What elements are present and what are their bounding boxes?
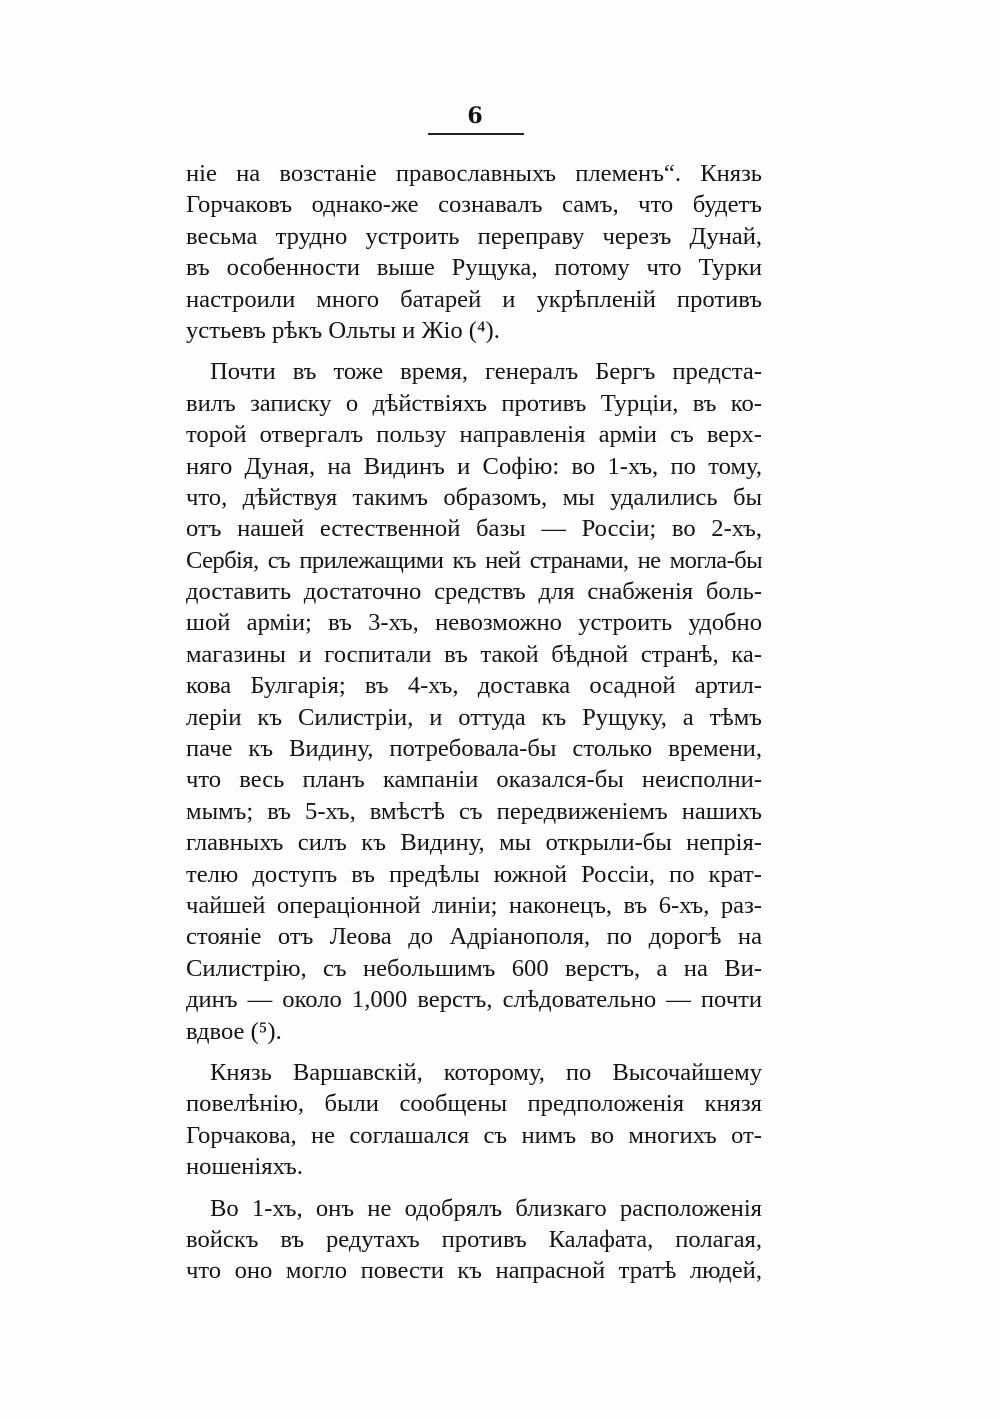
paragraph-gap — [186, 1047, 762, 1057]
text-line: торой отвергалъ пользу направленія арміи съ верх- — [186, 421, 762, 449]
paragraph-1 — [186, 158, 762, 346]
text-line: вилъ записку о дѣйствіяхъ противъ Турціи, въ ко- — [186, 389, 762, 417]
text-line: ніе на возстаніе православныхъ племенъ“. Князь — [186, 160, 762, 187]
text-line: главныхъ силъ къ Видину, мы открыли-бы непрія- — [186, 829, 762, 857]
paragraph-3 — [186, 1057, 762, 1183]
text-line: Силистрію, съ небольшимъ 600 верстъ, а на Ви- — [186, 954, 762, 982]
paragraph-gap — [186, 1183, 762, 1193]
text-line: Горчаковъ однако-же сознавалъ самъ, что будетъ — [186, 191, 762, 219]
text-line: что, дѣйствуя такимъ образомъ, мы удалились бы — [186, 483, 762, 511]
text-line: Почти въ тоже время, генералъ Бергъ предста- — [210, 358, 762, 386]
text-line: телю доступъ въ предѣлы южной Россіи, по крат- — [186, 860, 762, 888]
page-number-rule — [428, 133, 524, 135]
text-line: доставить достаточно средствъ для снабженія боль- — [186, 578, 762, 606]
text-line: кова Булгарія; въ 4-хъ, доставка осадной артил- — [186, 672, 762, 700]
text-line: чайшей операціонной линіи; наконецъ, въ 6-хъ, раз- — [186, 891, 762, 919]
text-line: шой арміи; въ 3-хъ, невозможно устроить удобно — [186, 609, 762, 637]
text-line: мымъ; въ 5-хъ, вмѣстѣ съ передвиженіемъ нашихъ — [186, 797, 762, 825]
text-line: настроили много батарей и укрѣпленій противъ — [186, 285, 762, 313]
body-text — [186, 158, 762, 1287]
paragraph-gap — [186, 346, 762, 356]
text-line: что весь планъ кампаніи оказался-бы неисполни- — [186, 766, 762, 794]
text-line: войскъ въ редутахъ противъ Калафата, полагая, — [186, 1225, 762, 1253]
text-line: магазины и госпитали въ такой бѣдной странѣ, ка- — [186, 640, 762, 668]
text-line: Горчакова, не соглашался съ нимъ во многихъ от- — [186, 1121, 762, 1149]
text-line: въ особенности выше Рущука, потому что Турки — [186, 254, 762, 282]
text-line: повелѣнію, были сообщены предположенія князя — [186, 1090, 762, 1118]
text-line: паче къ Видину, потребовала-бы столько времени, — [186, 735, 762, 763]
text-line: Князь Варшавскій, которому, по Высочайшему — [210, 1058, 762, 1086]
text-line: отъ нашей естественной базы — Россіи; во 2-хъ, — [186, 515, 762, 543]
text-line: стояніе отъ Леова до Адріанополя, по дорогѣ на — [186, 923, 762, 951]
text-line: вдвое (⁵). — [186, 1017, 282, 1045]
text-line: няго Дуная, на Видинъ и Софію: во 1-хъ, по тому, — [186, 452, 762, 480]
text-line: динъ — около 1,000 верстъ, слѣдовательно — почти — [186, 986, 762, 1014]
text-line: ношеніяхъ. — [186, 1153, 303, 1181]
text-line: устьевъ рѣкъ Ольты и Жіо (⁴). — [186, 316, 500, 344]
text-line: леріи къ Силистріи, и оттуда къ Рущуку, а тѣмъ — [186, 703, 762, 731]
text-line: Во 1-хъ, онъ не одобрялъ близкаго расположенія — [210, 1194, 762, 1222]
text-line: весьма трудно устроить переправу черезъ Дунай, — [186, 222, 762, 250]
paragraph-2 — [186, 356, 762, 1047]
page-number: 6 — [467, 103, 483, 129]
paragraph-4 — [186, 1193, 762, 1287]
text-line: Сербія, съ прилежащими къ ней странами, не могла-бы — [186, 546, 762, 574]
text-line: что оно могло повести къ напрасной тратѣ людей, — [186, 1257, 762, 1285]
